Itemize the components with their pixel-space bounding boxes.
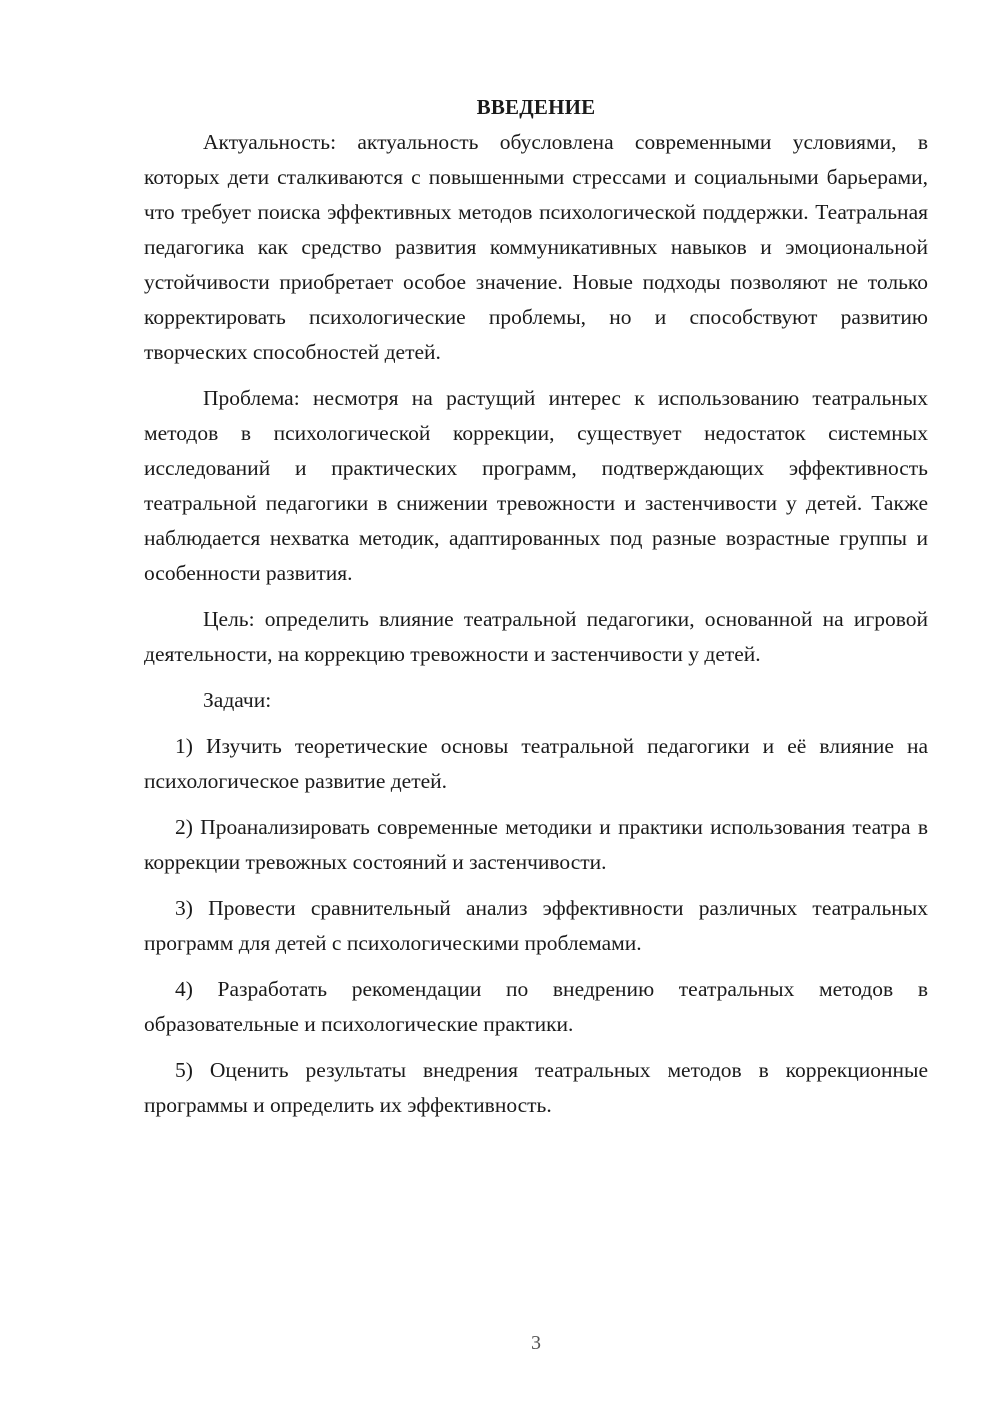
tasks-list (144, 729, 928, 1123)
task-item-2: 2) Проанализировать современные методики и практики использования театра в коррекции тревожных состояний и застенчивости. (144, 815, 928, 874)
problem-paragraph: Проблема: несмотря на растущий интерес к использованию театральных методов в психологической коррекции, существует недостаток системных исследований и практических программ, подтверждающих эффективность театральной педагогики в снижении тревожности и застенчивости у детей. Также наблюдается нехватка методик, адаптированных под разные возрастные группы и особенности развития. (144, 386, 928, 585)
tasks-label: Задачи: (203, 688, 272, 712)
task-item-1: 1) Изучить теоретические основы театральной педагогики и её влияние на психологическое развитие детей. (144, 734, 928, 793)
task-item-4: 4) Разработать рекомендации по внедрению театральных методов в образовательные и психологические практики. (144, 977, 928, 1036)
section-heading: ВВЕДЕНИЕ (476, 95, 596, 119)
goal-paragraph: Цель: определить влияние театральной педагогики, основанной на игровой деятельности, на коррекцию тревожности и застенчивости у детей. (144, 607, 928, 666)
relevance-paragraph: Актуальность: актуальность обусловлена современными условиями, в которых дети сталкиваются с повышенными стрессами и социальными барьерами, что требует поиска эффективных методов психологической поддержки. Театральная педагогика как средство развития коммуникативных навыков и эмоциональной устойчивости приобретает особое значение. Новые подходы позволяют не только корректировать психологические проблемы, но и способствуют развитию творческих способностей детей. (144, 130, 928, 364)
page-number: 3 (531, 1332, 541, 1354)
page-content (144, 90, 928, 1134)
task-item-3: 3) Провести сравнительный анализ эффективности различных театральных программ для детей с психологическими проблемами. (144, 896, 928, 955)
task-item-5: 5) Оценить результаты внедрения театральных методов в коррекционные программы и определить их эффективность. (144, 1058, 928, 1117)
